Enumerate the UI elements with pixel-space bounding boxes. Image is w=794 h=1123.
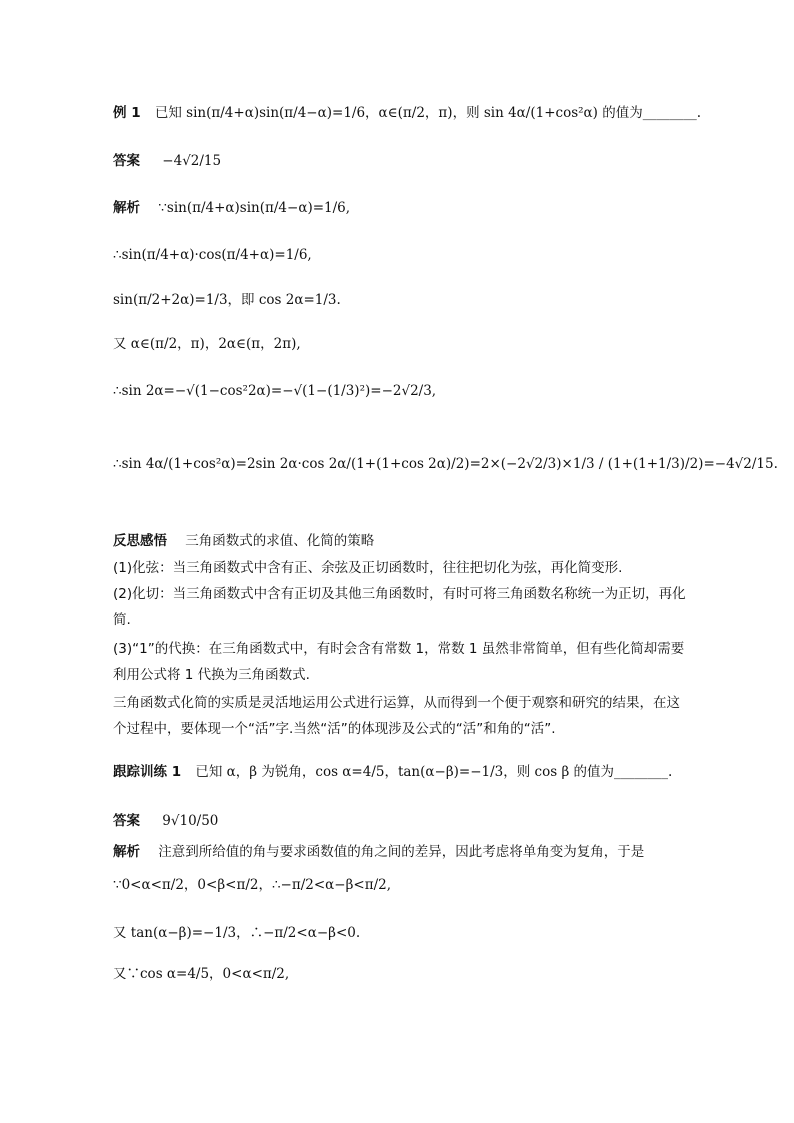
- reflection-title: 三角函数式的求值、化简的策略: [185, 533, 375, 549]
- exercise-1-answer-tag: 答案: [113, 813, 140, 829]
- example-1-analysis-tag: 解析: [113, 200, 140, 216]
- reflection-item-2: (2)化切：当三角函数式中含有正切及其他三角函数时，有时可将三角函数名称统一为正切，再化简.: [113, 586, 686, 628]
- example-1-answer: [113, 152, 221, 170]
- exercise-1-question: [113, 763, 672, 781]
- reflection-tag: 反思感悟: [113, 533, 167, 549]
- example-1-step-4: 又 α∈(π/2，π)，2α∈(π，2π),: [113, 336, 301, 352]
- reflection-summary: 三角函数式化简的实质是灵活地运用公式进行运算，从而得到一个便于观察和研究的结果，在这个过程中，要体现一个“活”字.当然“活”的体现涉及公式的“活”和角的“活”.: [113, 695, 680, 737]
- exercise-1-question-text: 已知 α，β 为锐角，cos α=4/5，tan(α−β)=−1/3，则 cos β 的值为________.: [195, 764, 673, 780]
- reflection-heading: [113, 532, 374, 550]
- example-1-step-3: sin(π/2+2α)=1/3，即 cos 2α=1/3.: [113, 292, 341, 308]
- example-1-step-5: ∴sin 2α=−√(1−cos²2α)=−√(1−(1/3)²)=−2√2/3,: [113, 383, 437, 399]
- example-1-tag: 例 1: [113, 105, 141, 121]
- example-1-question-text: 已知 sin(π/4+α)sin(π/4−α)=1/6，α∈(π/2，π)，则 sin 4α/(1+cos²α) 的值为________.: [154, 105, 702, 121]
- exercise-1-analysis-line-1: [113, 843, 644, 861]
- exercise-1-analysis-tag: 解析: [113, 844, 140, 860]
- example-1-step-2: ∴sin(π/4+α)·cos(π/4+α)=1/6,: [113, 247, 312, 263]
- example-1-step-1: ∵sin(π/4+α)sin(π/4−α)=1/6,: [158, 200, 351, 216]
- exercise-1-step-2: ∵0<α<π/2，0<β<π/2，∴−π/2<α−β<π/2,: [113, 877, 392, 893]
- reflection-item-1: (1)化弦：当三角函数式中含有正、余弦及正切函数时，往往把切化为弦，再化简变形.: [113, 560, 623, 576]
- example-1-step-6: ∴sin 4α/(1+cos²α)=2sin 2α·cos 2α/(1+(1+cos 2α)/2)=2×(−2√2/3)×1/3 / (1+(1+1/3)/2)=−4√2/15.: [113, 456, 778, 472]
- exercise-1-step-3: 又 tan(α−β)=−1/3，∴−π/2<α−β<0.: [113, 925, 361, 941]
- example-1-analysis-line-1: [113, 199, 350, 217]
- exercise-1-tag: 跟踪训练 1: [113, 764, 182, 780]
- exercise-1-step-1: 注意到所给值的角与要求函数值的角之间的差异，因此考虑将单角变为复角，于是: [158, 844, 645, 860]
- example-1-question: [113, 104, 701, 122]
- exercise-1-step-4: 又∵cos α=4/5，0<α<π/2,: [113, 966, 290, 982]
- reflection-item-3: (3)“1”的代换：在三角函数式中，有时会含有常数 1，常数 1 虽然非常简单，但有些化简却需要利用公式将 1 代换为三角函数式.: [113, 641, 685, 683]
- exercise-1-answer: [113, 812, 218, 830]
- exercise-1-answer-value: 9√10/50: [162, 813, 219, 829]
- example-1-answer-tag: 答案: [113, 153, 140, 169]
- example-1-answer-value: −4√2/15: [162, 153, 222, 169]
